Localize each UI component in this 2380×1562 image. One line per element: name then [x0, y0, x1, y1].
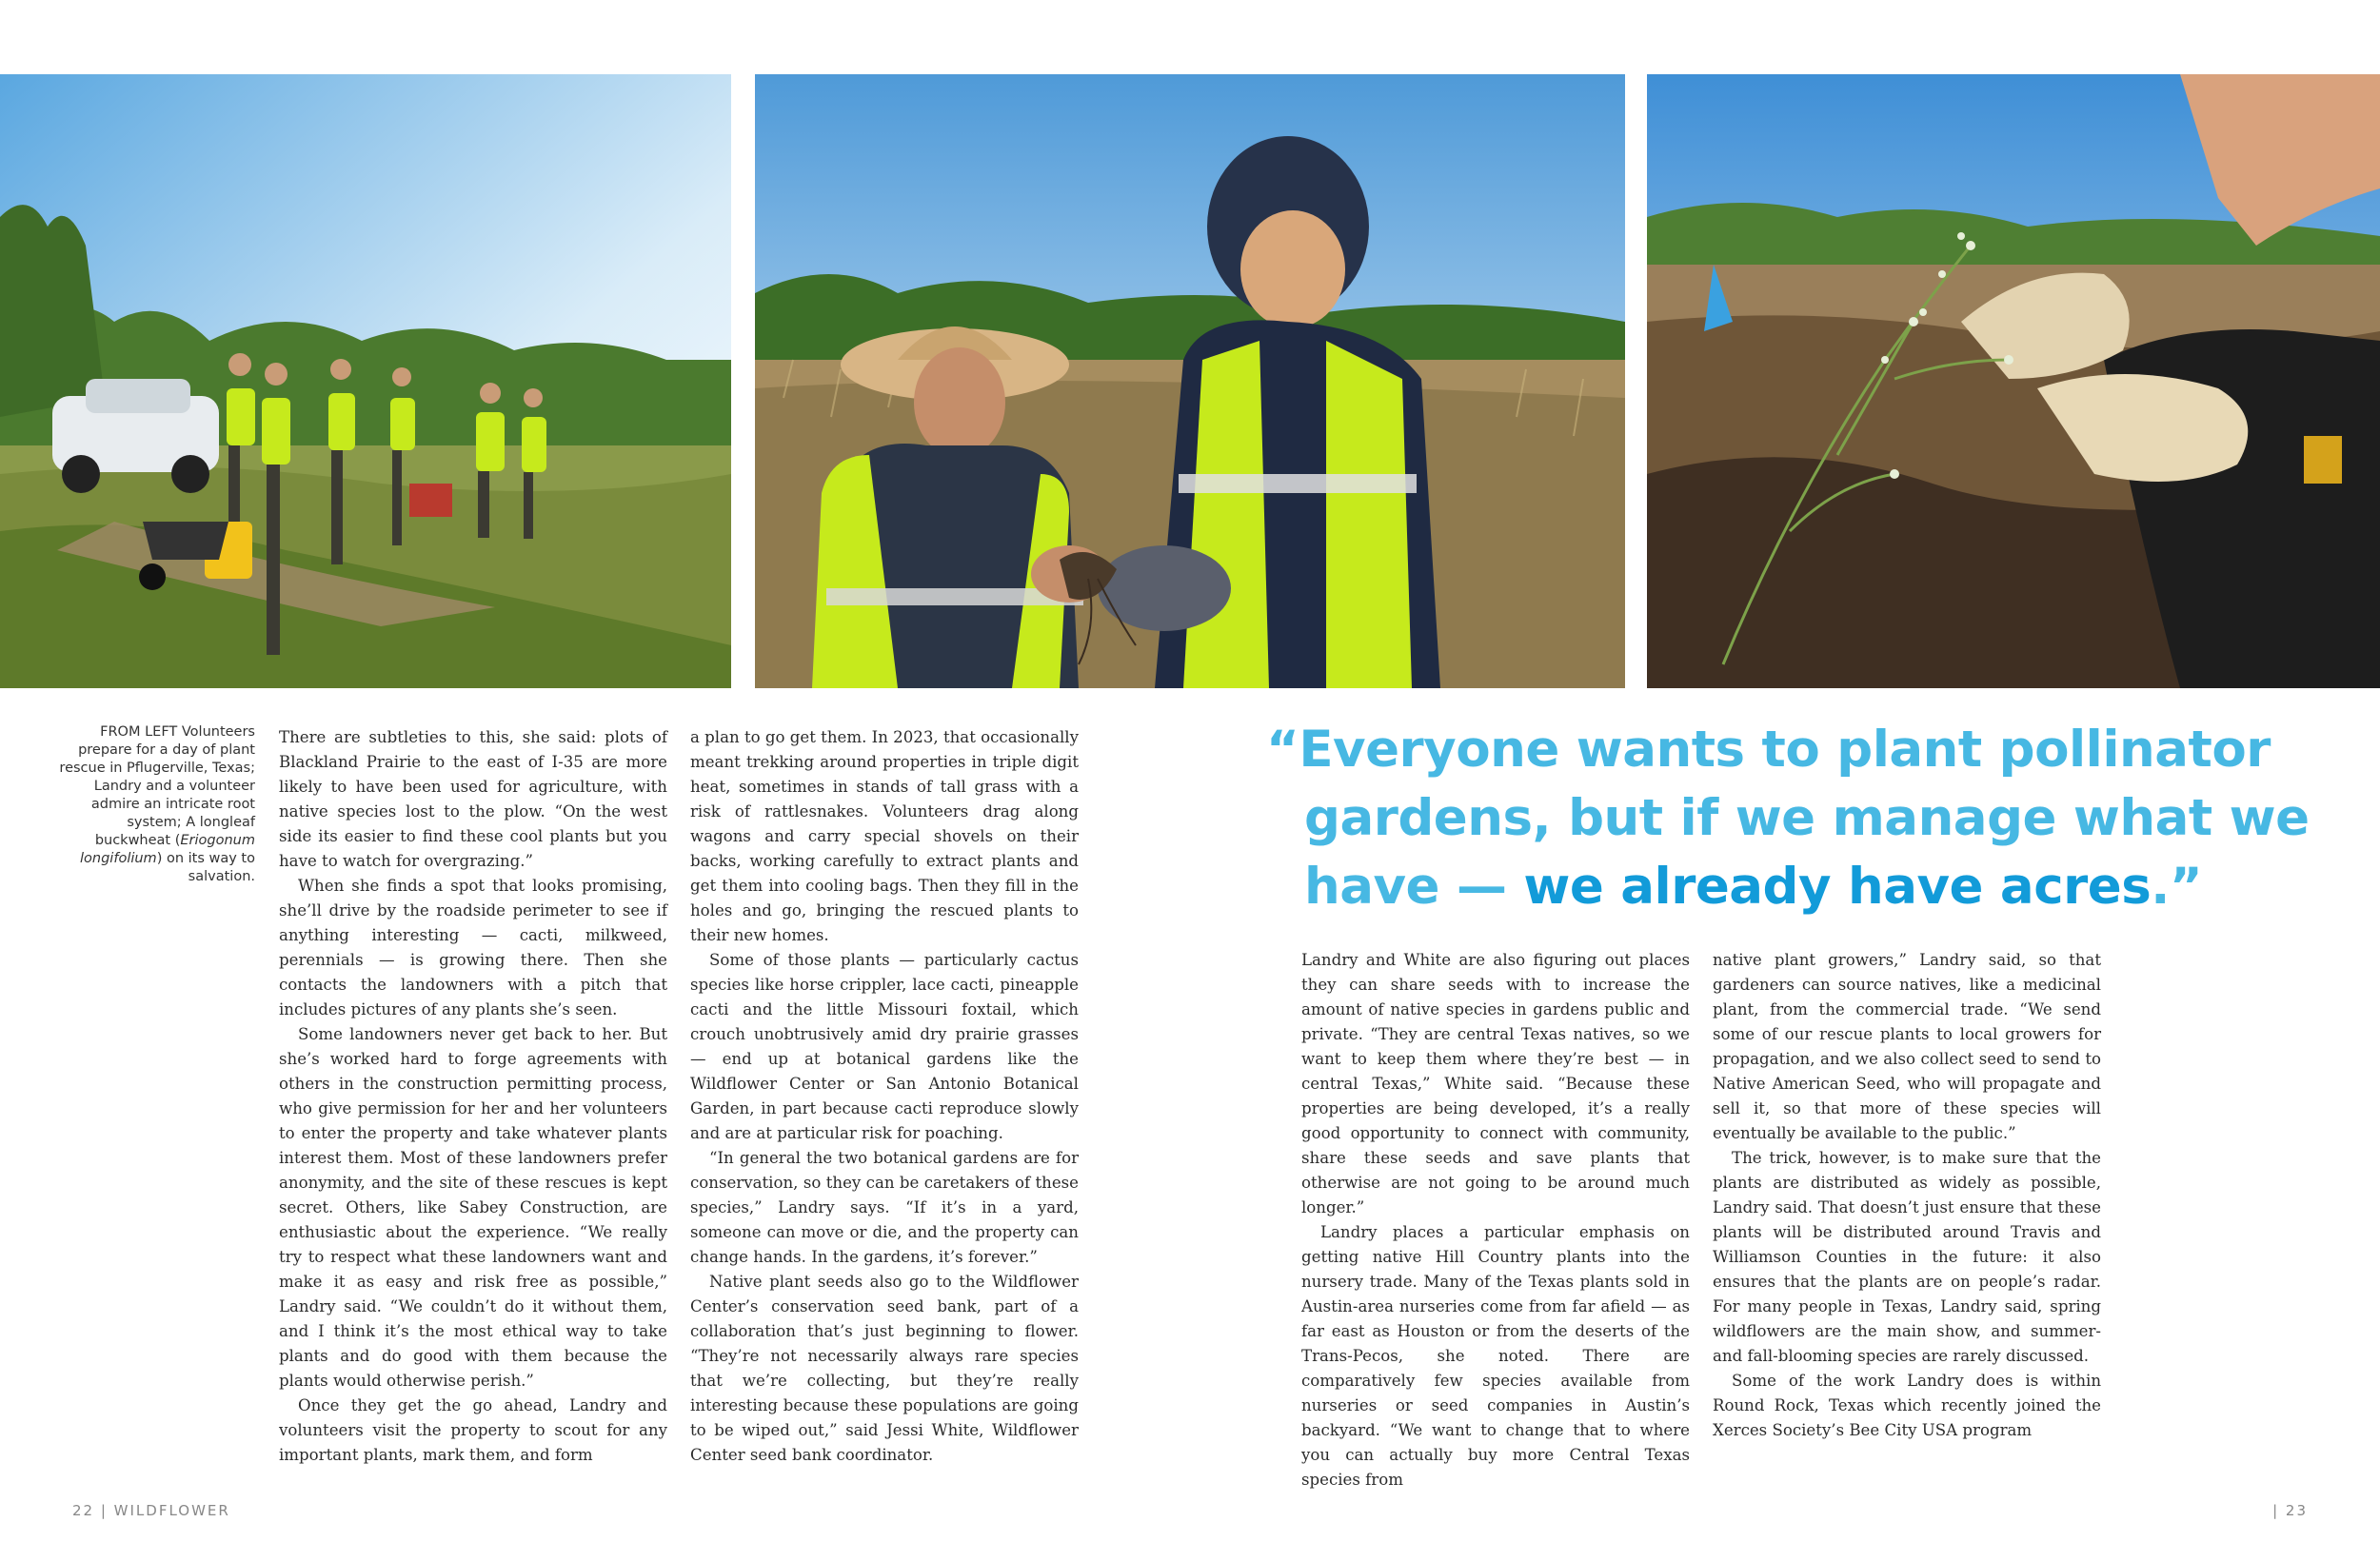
article-column-4 [1713, 948, 2101, 1443]
article-column-2 [690, 725, 1079, 1468]
photo-caption [59, 723, 255, 886]
paragraph: The trick, however, is to make sure that the plants are distributed as widely as possible, Landry said. That doesn’t just ensure that these plants will be distributed around Travis and Williamson Counties in the future: it also ensures that the plants are on people’s radar. For many people in Texas, Landry said, spring wildflowers are the main show, and summer- and fall-blooming species are rarely discussed. [1713, 1149, 2101, 1365]
photo-root-system [755, 74, 1625, 688]
paragraph: Some of the work Landry does is within Round Rock, Texas which recently joined the Xerces Society’s Bee City USA program [1713, 1372, 2101, 1439]
pull-quote-emphasis: we already have acres [1523, 858, 2152, 916]
caption-italic: Eriogonum longifolium [80, 833, 255, 866]
paragraph: When she finds a spot that looks promising, she’ll drive by the roadside perimeter to see if anything interesting — cacti, milkweed, perennials — is growing there. Then she contacts the landowners with a pitch that includes pictures of any plants she’s seen. [279, 877, 667, 1018]
paragraph: native plant growers,” Landry said, so that gardeners can source natives, like a medicinal plant, from the commercial trade. “We send some of our rescue plants to local growers for propagation, and we also collect seed to send to Native American Seed, who will propagate and sell it, so that more of these species will eventually be available to the public.” [1713, 951, 2101, 1142]
paragraph: Native plant seeds also go to the Wildflower Center’s conservation seed bank, part of a collaboration that’s just beginning to flower. “They’re not necessarily always rare species that we’re collecting, but they’re really interesting because these populations are going to be wiped out,” said Jessi White, Wildflower Center seed bank coordinator. [690, 1273, 1079, 1464]
caption-text-1: Volunteers prepare for a day of plant rescue in Pflugerville, Texas; Landry and a volunteer admire an intricate root system; A longleaf buckwheat ( [59, 724, 255, 848]
photo-volunteers [0, 74, 731, 688]
caption-text-2: ) on its way to salvation. [156, 851, 255, 884]
paragraph: Once they get the go ahead, Landry and volunteers visit the property to scout for any important plants, mark them, and form [279, 1396, 667, 1464]
paragraph: There are subtleties to this, she said: plots of Blackland Prairie to the east of I-35 are more likely to have been used for agriculture, with native species lost to the plow. “On the west side its easier to find these cool plants but you have to watch for overgrazing.” [279, 728, 667, 870]
article-column-3 [1301, 948, 1690, 1493]
photo-buckwheat [1647, 74, 2380, 688]
article-column-1 [279, 725, 667, 1468]
pull-quote [1266, 716, 2361, 921]
paragraph: Some of those plants — particularly cactus species like horse crippler, lace cacti, pineapple cacti and the little Missouri foxtail, which crouch unobtrusively amid dry prairie grasses — end up at botanical gardens like the Wildflower Center or San Antonio Botanical Garden, in part because cacti reproduce slowly and are at particular risk for poaching. [690, 951, 1079, 1142]
paragraph: Landry and White are also figuring out places they can share seeds with to increase the amount of native species in gardens public and private. “They are central Texas natives, so we want to keep them where they’re best — in central Texas,” White said. “Because these properties are being developed, it’s a really good opportunity to connect with community, share these seeds and save plants that otherwise are not going to be around much longer.” [1301, 951, 1690, 1216]
folio-right: | 23 [2272, 1502, 2308, 1519]
pull-quote-close: .” [2151, 858, 2203, 916]
caption-lead: FROM LEFT [100, 724, 178, 740]
folio-left: 22 | WILDFLOWER [72, 1502, 230, 1519]
paragraph: a plan to go get them. In 2023, that occasionally meant trekking around properties in triple digit heat, sometimes in stands of tall grass with a risk of rattlesnakes. Volunteers drag along wagons and carry special shovels on their backs, working carefully to extract plants and get them into cooling bags. Then they fill in the holes and go, bringing the rescued plants to their new homes. [690, 728, 1079, 944]
pull-quote-text: “Everyone wants to plant pollinator gardens, but if we manage what we have — [1266, 721, 2310, 916]
paragraph: Some landowners never get back to her. But she’s worked hard to forge agreements with others in the construction permitting process, who give permission for her and her volunteers to enter the property and take whatever plants interest them. Most of these landowners prefer anonymity, and the site of these rescues is kept secret. Others, like Sabey Construction, are enthusiastic about the experience. “We really try to respect what these landowners want and make it as easy and risk free as possible,” Landry said. “We couldn’t do it without them, and I think it’s the most ethical way to take plants and do good with them because the plants would otherwise perish.” [279, 1025, 667, 1390]
paragraph: Landry places a particular emphasis on getting native Hill Country plants into the nursery trade. Many of the Texas plants sold in Austin-area nurseries come from far afield — as far east as Houston or from the deserts of the Trans-Pecos, she noted. There are comparatively few species available from nurseries or seed companies in Austin’s backyard. “We want to change that to where you can actually buy more Central Texas species from [1301, 1223, 1690, 1489]
paragraph: “In general the two botanical gardens are for conservation, so they can be caretakers of these species,” Landry says. “If it’s in a yard, someone can move or die, and the property can change hands. In the gardens, it’s forever.” [690, 1149, 1079, 1266]
